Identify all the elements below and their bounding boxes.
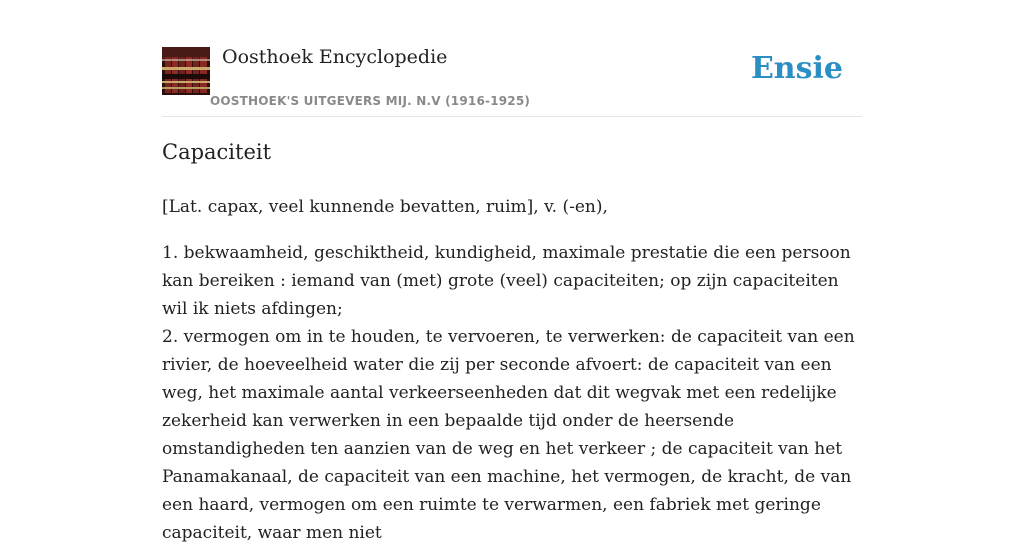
source-avatar[interactable] [162,47,210,95]
definition-item: 2. vermogen om in te houden, te vervoeren, te verwerken: de capaciteit van een rivier, de hoeveelheid water die zij per seconde afvoert: de capaciteit van een weg, het maximale aantal verkeerseenheden dat dit wegvak met een redelijke zekerheid kan verwerken in een bepaalde tijd onder de heersende omstandigheden ten aanzien van de weg en het verkeer ; de capaciteit van het Panamakanaal, de capaciteit van een machine, het vermogen, de kracht, de van een haard, vermogen om een ruimte te verwarmen, een fabriek met geringe capaciteit, waar men niet [162,327,855,543]
entry-title: Capaciteit [162,140,272,164]
entry-etymology: [Lat. capax, veel kunnende bevatten, ruim], v. (-en), [162,197,608,217]
book-spines-icon [162,47,210,95]
source-header [162,46,862,117]
definition-item: 1. bekwaamheid, geschiktheid, kundigheid, maximale prestatie die een persoon kan bereiken : iemand van (met) grote (veel) capaciteiten; op zijn capaciteiten wil ik niets afdingen; [162,243,851,319]
source-title[interactable]: Oosthoek Encyclopedie [222,46,448,68]
entry-definitions [162,239,862,547]
source-subtitle: OOSTHOEK'S UITGEVERS MIJ. N.V (1916-1925) [210,94,531,108]
brand-logo-link[interactable]: Ensie [750,51,843,86]
